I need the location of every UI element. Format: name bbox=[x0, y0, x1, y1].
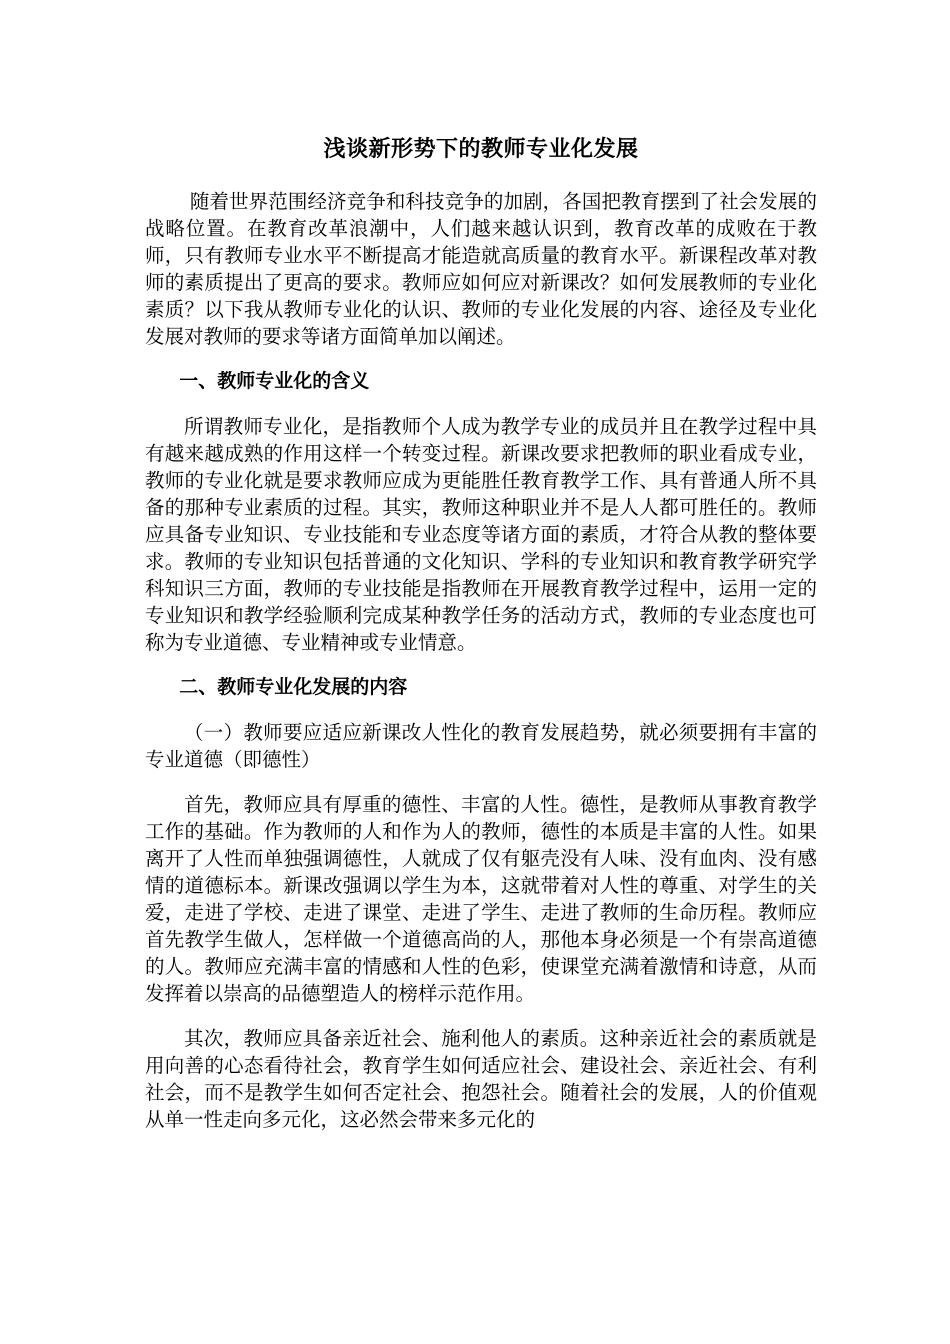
document-page bbox=[145, 130, 817, 1151]
section-heading-1: 一、教师专业化的含义 bbox=[179, 370, 370, 392]
section2-paragraph-2: 其次，教师应具备亲近社会、施利他人的素质。这种亲近社会的素质就是用向善的心态看待社会，教育学生如何适应社会、建设社会、亲近社会、有利社会，而不是教学生如何否定社会、抱怨社会。随着社会的发展，人的价值观从单一性走向多元化，这必然会带来多元化的 bbox=[145, 1027, 817, 1131]
section2-paragraph-1: 首先，教师应具有厚重的德性、丰富的人性。德性，是教师从事教育教学工作的基础。作为教师的人和作为人的教师，德性的本质是丰富的人性。如果离开了人性而单独强调德性，人就成了仅有躯壳没有人味、没有血肉、没有感情的道德标本。新课改强调以学生为本，这就带着对人性的尊重、对学生的关爱，走进了学校、走进了课堂、走进了学生、走进了教师的生命历程。教师应首先教学生做人，怎样做一个道德高尚的人，那他本身必须是一个有崇高道德的人。教师应充满丰富的情感和人性的色彩，使课堂充满着激情和诗意，从而发挥着以崇高的品德塑造人的榜样示范作用。 bbox=[145, 793, 817, 1005]
section1-paragraph: 所谓教师专业化，是指教师个人成为教学专业的成员并且在教学过程中具有越来越成熟的作用这样一个转变过程。新课改要求把教师的职业看成专业，教师的专业化就是要求教师应成为更能胜任教育教学工作、具有普通人所不具备的那种专业素质的过程。其实，教师这种职业并不是人人都可胜任的。教师应具备专业知识、专业技能和专业态度等诸方面的素质，才符合从教的整体要求。教师的专业知识包括普通的文化知识、学科的专业知识和教育教学研究学科知识三方面，教师的专业技能是指教师在开展教育教学过程中，运用一定的专业知识和教学经验顺利完成某种教学任务的活动方式，教师的专业态度也可称为专业道德、专业精神或专业情意。 bbox=[145, 415, 817, 654]
section2-subheading: （一）教师要应适应新课改人性化的教育发展趋势，就必须要拥有丰富的专业道德（即德性） bbox=[145, 721, 817, 771]
document-title: 浅谈新形势下的教师专业化发展 bbox=[323, 137, 639, 162]
intro-paragraph: 随着世界范围经济竞争和科技竞争的加剧，各国把教育摆到了社会发展的战略位置。在教育改革浪潮中，人们越来越认识到，教育改革的成败在于教师，只有教师专业水平不断提高才能造就高质量的教育水平。新课程改革对教师的素质提出了更高的要求。教师应如何应对新课改？如何发展教师的专业化素质？以下我从教师专业化的认识、教师的专业化发展的内容、途径及专业化发展对教师的要求等诸方面简单加以阐述。 bbox=[145, 190, 817, 348]
section-heading-2: 二、教师专业化发展的内容 bbox=[179, 676, 408, 698]
